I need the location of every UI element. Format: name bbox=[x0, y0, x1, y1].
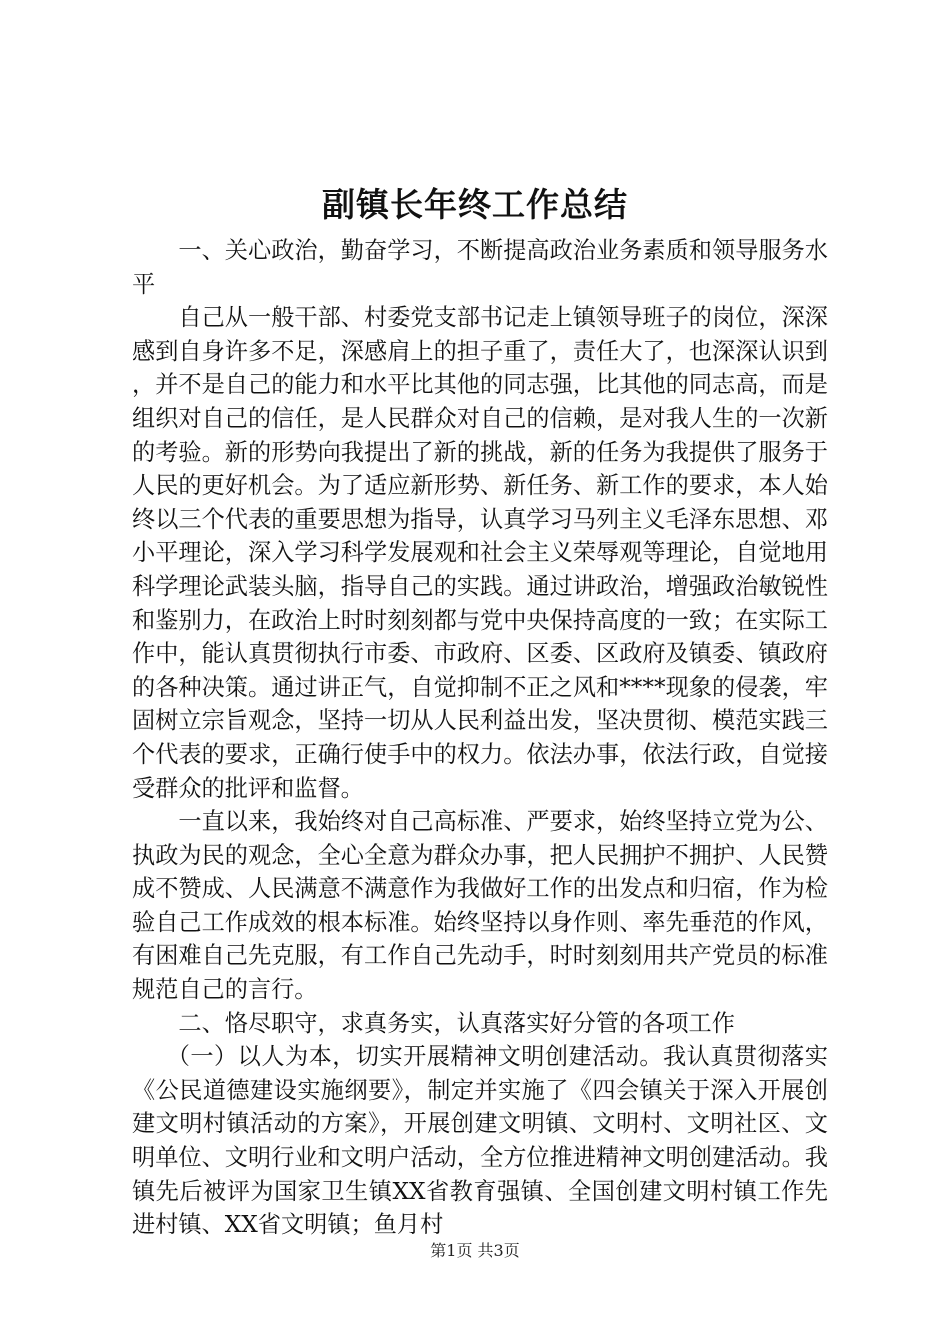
document-body bbox=[132, 234, 828, 1242]
document-title: 副镇长年终工作总结 bbox=[322, 185, 628, 224]
section-heading: 二、恪尽职守，求真务实，认真落实好分管的各项工作 bbox=[178, 1009, 735, 1037]
body-paragraph: 一直以来，我始终对自己高标准、严要求，始终坚持立党为公、执政为民的观念，全心全意为群众办事，把人民拥护不拥护、人民赞成不赞成、人民满意不满意作为我做好工作的出发点和归宿，作为检验自己工作成效的根本标准。始终坚持以身作则、率先垂范的作风，有困难自己先克服，有工作自己先动手，时时刻刻用共产党员的标准规范自己的言行。 bbox=[132, 808, 828, 1004]
body-paragraph: （一）以人为本，切实开展精神文明创建活动。我认真贯彻落实《公民道德建设实施纲要》，制定并实施了《四会镇关于深入开展创建文明村镇活动的方案》，开展创建文明镇、文明村、文明社区、文明单位、文明行业和文明户活动，全方位推进精神文明创建活动。我镇先后被评为国家卫生镇XX省教育强镇、全国创建文明村镇工作先进村镇、XX省文明镇；鱼月村 bbox=[132, 1043, 828, 1239]
page-indicator: 第1页 共3页 bbox=[430, 1241, 520, 1260]
body-paragraph: 自己从一般干部、村委党支部书记走上镇领导班子的岗位，深深感到自身许多不足，深感肩上的担子重了，责任大了，也深深认识到，并不是自己的能力和水平比其他的同志强，比其他的同志高，而是组织对自己的信任，是人民群众对自己的信赖，是对我人生的一次新的考验。新的形势向我提出了新的挑战，新的任务为我提供了服务于人民的更好机会。为了适应新形势、新任务、新工作的要求，本人始终以三个代表的重要思想为指导，认真学习马列主义毛泽东思想、邓小平理论，深入学习科学发展观和社会主义荣辱观等理论，自觉地用科学理论武装头脑，指导自己的实践。通过讲政治，增强政治敏锐性和鉴别力，在政治上时时刻刻都与党中央保持高度的一致；在实际工作中，能认真贯彻执行市委、市政府、区委、区政府及镇委、镇政府的各种决策。通过讲正气，自觉抑制不正之风和****现象的侵袭，牢固树立宗旨观念，坚持一切从人民利益出发，坚决贯彻、模范实践三个代表的要求，正确行使手中的权力。依法办事，依法行政，自觉接受群众的批评和监督。 bbox=[132, 304, 828, 802]
section-heading: 一、关心政治，勤奋学习，不断提高政治业务素质和领导服务水平 bbox=[132, 237, 828, 298]
